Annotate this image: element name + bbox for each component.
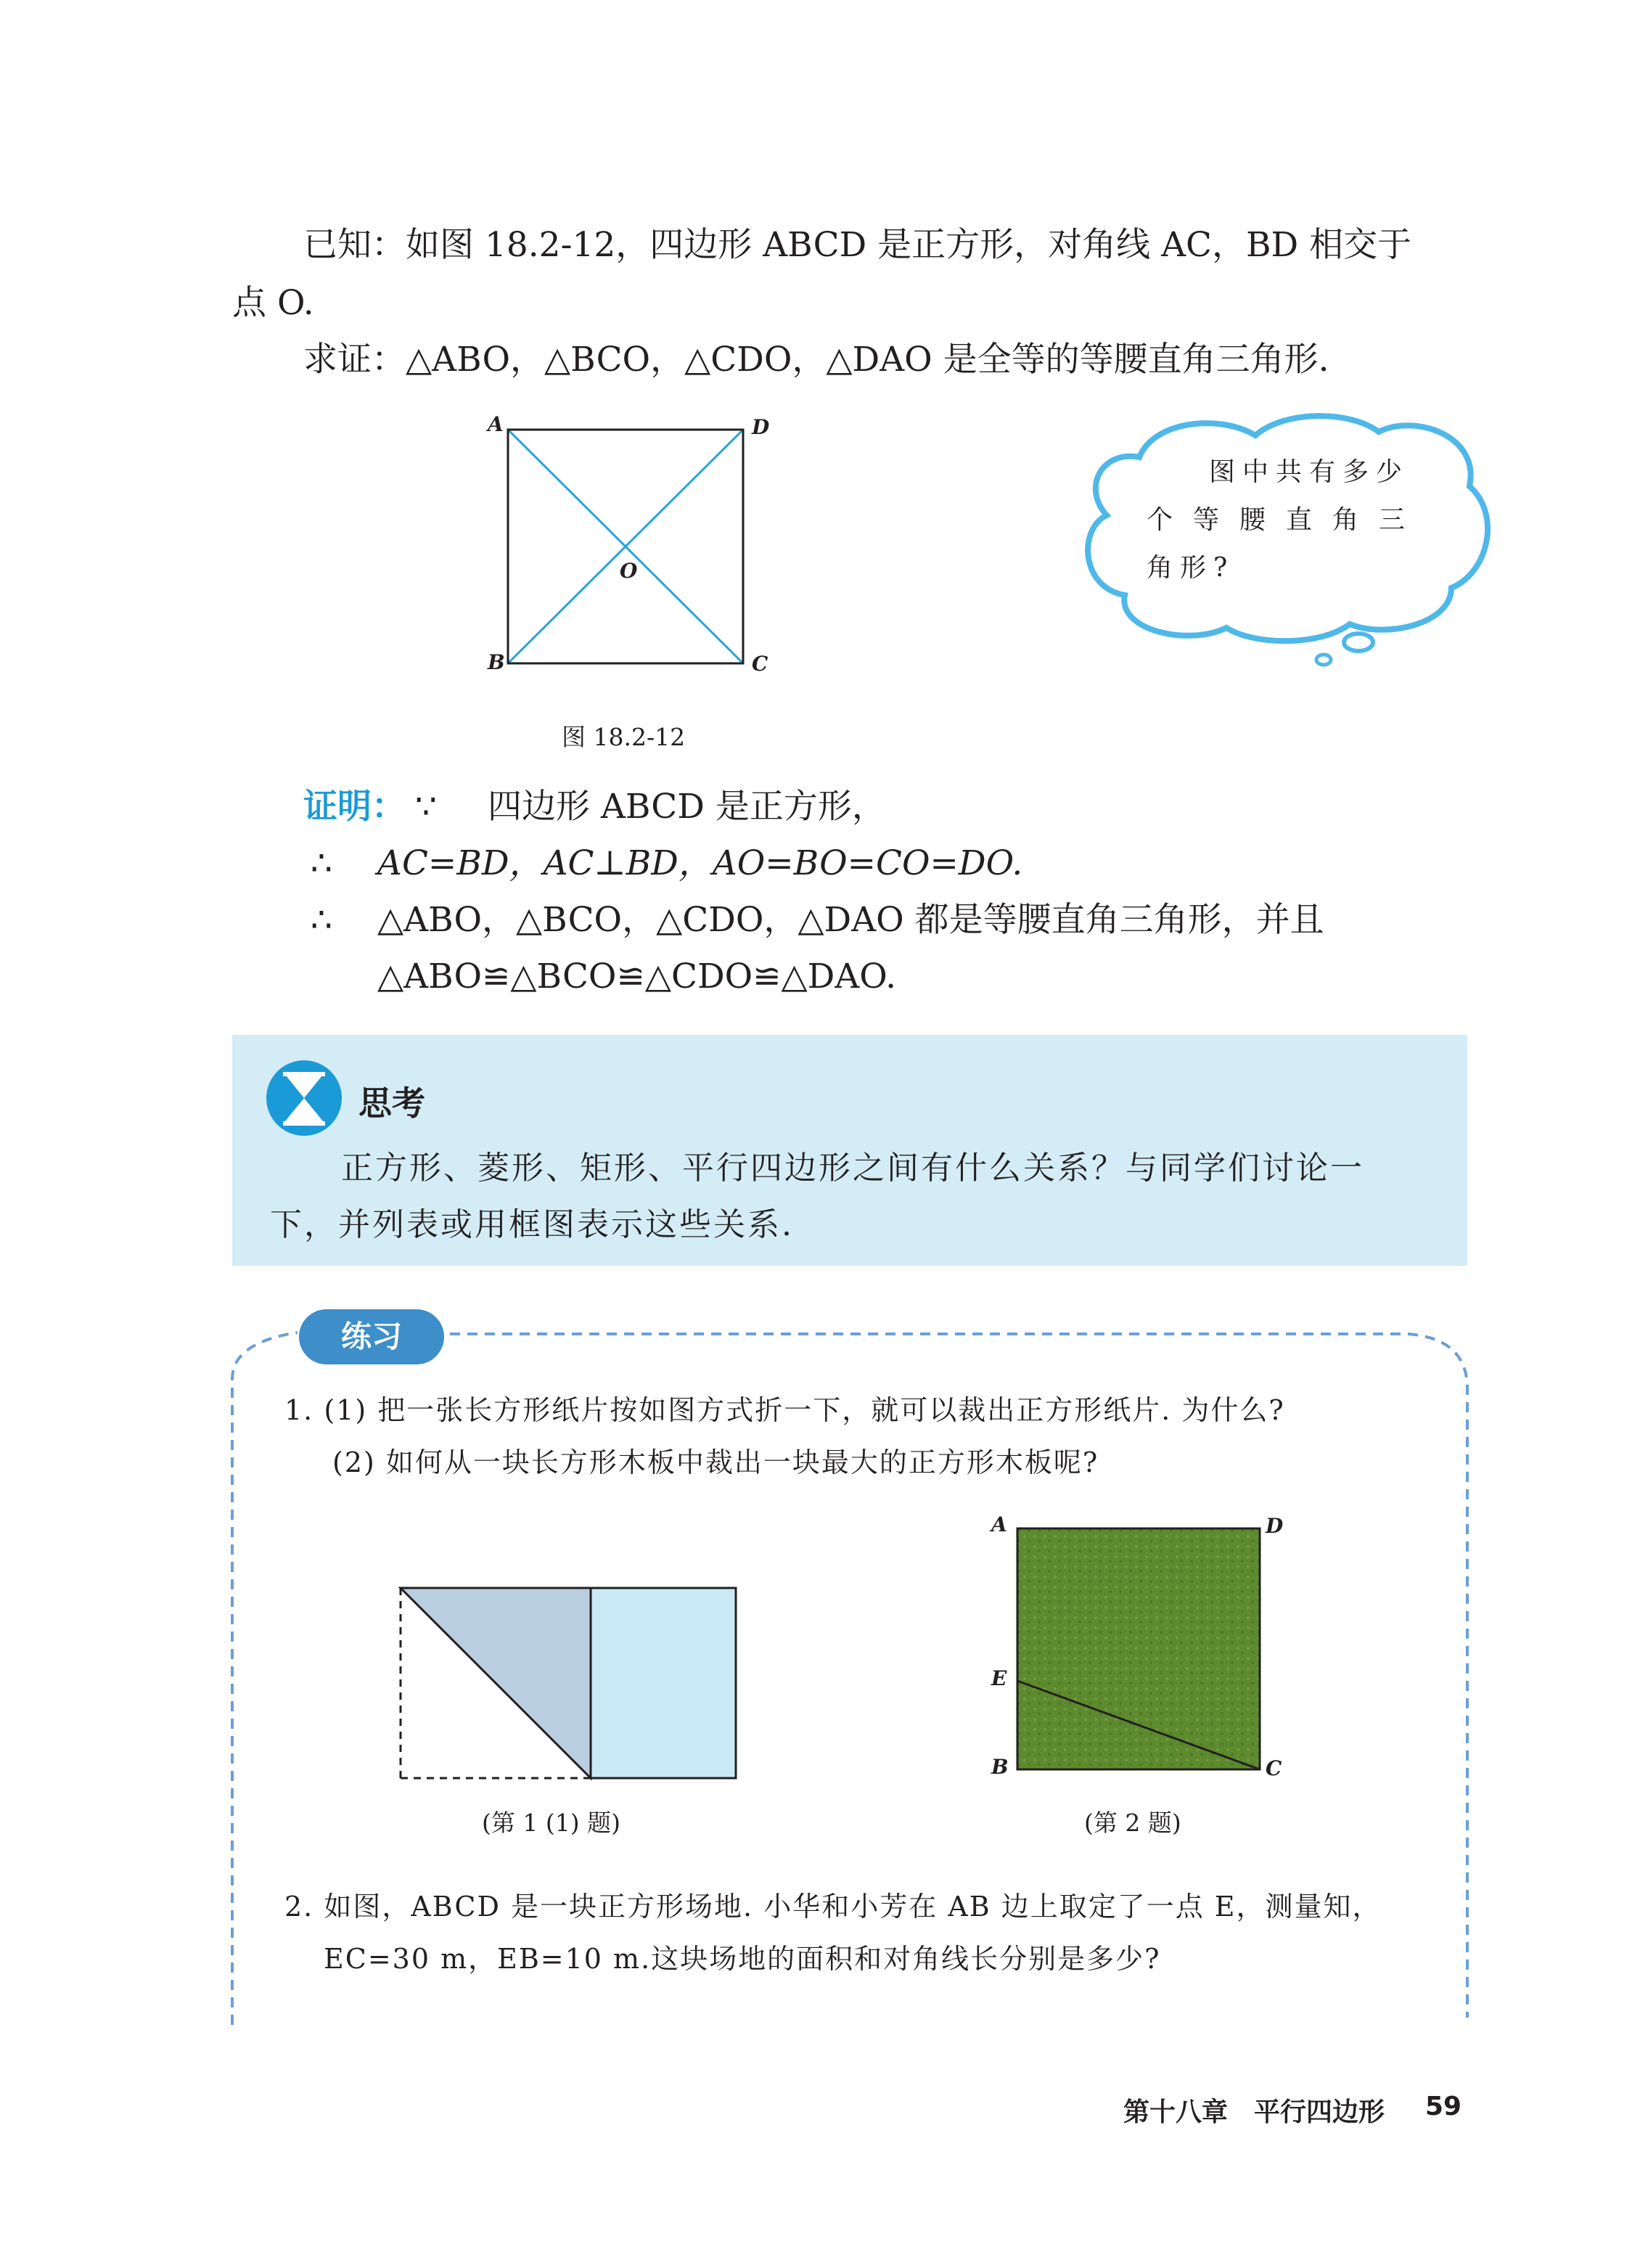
grass-field (1017, 1528, 1260, 1769)
because-symbol: ∵ (415, 787, 437, 827)
cloud-bubble-1 (1344, 634, 1373, 651)
given-line-2: 点 O. (232, 283, 314, 323)
square-piece (591, 1588, 736, 1778)
proof-line-3: △ABO，△BCO，△CDO，△DAO 都是等腰直角三角形，并且 (377, 900, 1324, 940)
q1-figure-caption: (第 1 (1) 题) (482, 1809, 620, 1837)
proof-heading: 证明： (303, 787, 406, 827)
think-title: 思考 (358, 1084, 425, 1123)
hourglass-icon (264, 1058, 344, 1138)
field-label-d: D (1266, 1514, 1284, 1538)
page-number: 59 (1425, 2092, 1462, 2121)
folded-triangle (401, 1588, 591, 1778)
proof-line-4: △ABO≌△BCO≌△CDO≌△DAO. (377, 957, 897, 996)
cloud-line-2: 个等腰直角三 (1147, 505, 1426, 535)
field-diagram (1001, 1512, 1292, 1782)
label-o: O (620, 559, 638, 583)
cloud-bubble-2 (1316, 655, 1331, 665)
exercise-badge: 练习 (299, 1309, 444, 1364)
paper-fold-diagram (392, 1579, 755, 1790)
proof-line-1: 四边形 ABCD 是正方形， (488, 787, 886, 827)
exercise-q1-line-2: (2) 如何从一块长方形木板中裁出一块最大的正方形木板呢? (332, 1446, 1099, 1478)
exercise-q2-line-1: 2. 如图，ABCD 是一块正方形场地. 小华和小芳在 AB 边上取定了一点 E，测量知， (284, 1891, 1382, 1923)
therefore-symbol-1: ∴ (311, 843, 332, 883)
figure-caption: 图 18.2-12 (562, 723, 686, 751)
field-label-e: E (991, 1666, 1007, 1690)
square-diagram (479, 406, 784, 682)
think-line-2: 下，并列表或用框图表示这些关系. (270, 1206, 794, 1243)
label-d: D (752, 415, 770, 439)
label-b: B (488, 650, 505, 674)
field-label-c: C (1266, 1756, 1282, 1780)
field-label-a: A (991, 1512, 1007, 1536)
cloud-line-3: 角形? (1147, 553, 1235, 583)
proof-line-2: AC=BD，AC⊥BD，AO=BO=CO=DO. (377, 843, 1023, 883)
chapter-footer: 第十八章 平行四边形 (1123, 2097, 1385, 2127)
given-line-1: 已知：如图 18.2-12，四边形 ABCD 是正方形，对角线 AC，BD 相交于 (303, 225, 1412, 265)
exercise-q2-line-2: EC=30 m，EB=10 m.这块场地的面积和对角线长分别是多少? (324, 1943, 1161, 1975)
field-label-b: B (991, 1755, 1009, 1779)
cloud-line-1: 图中共有多少 (1209, 457, 1410, 487)
label-c: C (752, 652, 768, 676)
exercise-q1-line-1: 1. (1) 把一张长方形纸片按如图方式折一下，就可以裁出正方形纸片. 为什么? (284, 1394, 1285, 1426)
label-a: A (488, 412, 504, 436)
prove-statement: 求证：△ABO，△BCO，△CDO，△DAO 是全等的等腰直角三角形. (303, 340, 1329, 380)
q2-figure-caption: (第 2 题) (1084, 1809, 1181, 1837)
think-line-1: 正方形、菱形、矩形、平行四边形之间有什么关系？与同学们讨论一 (341, 1150, 1364, 1187)
therefore-symbol-2: ∴ (311, 900, 332, 940)
